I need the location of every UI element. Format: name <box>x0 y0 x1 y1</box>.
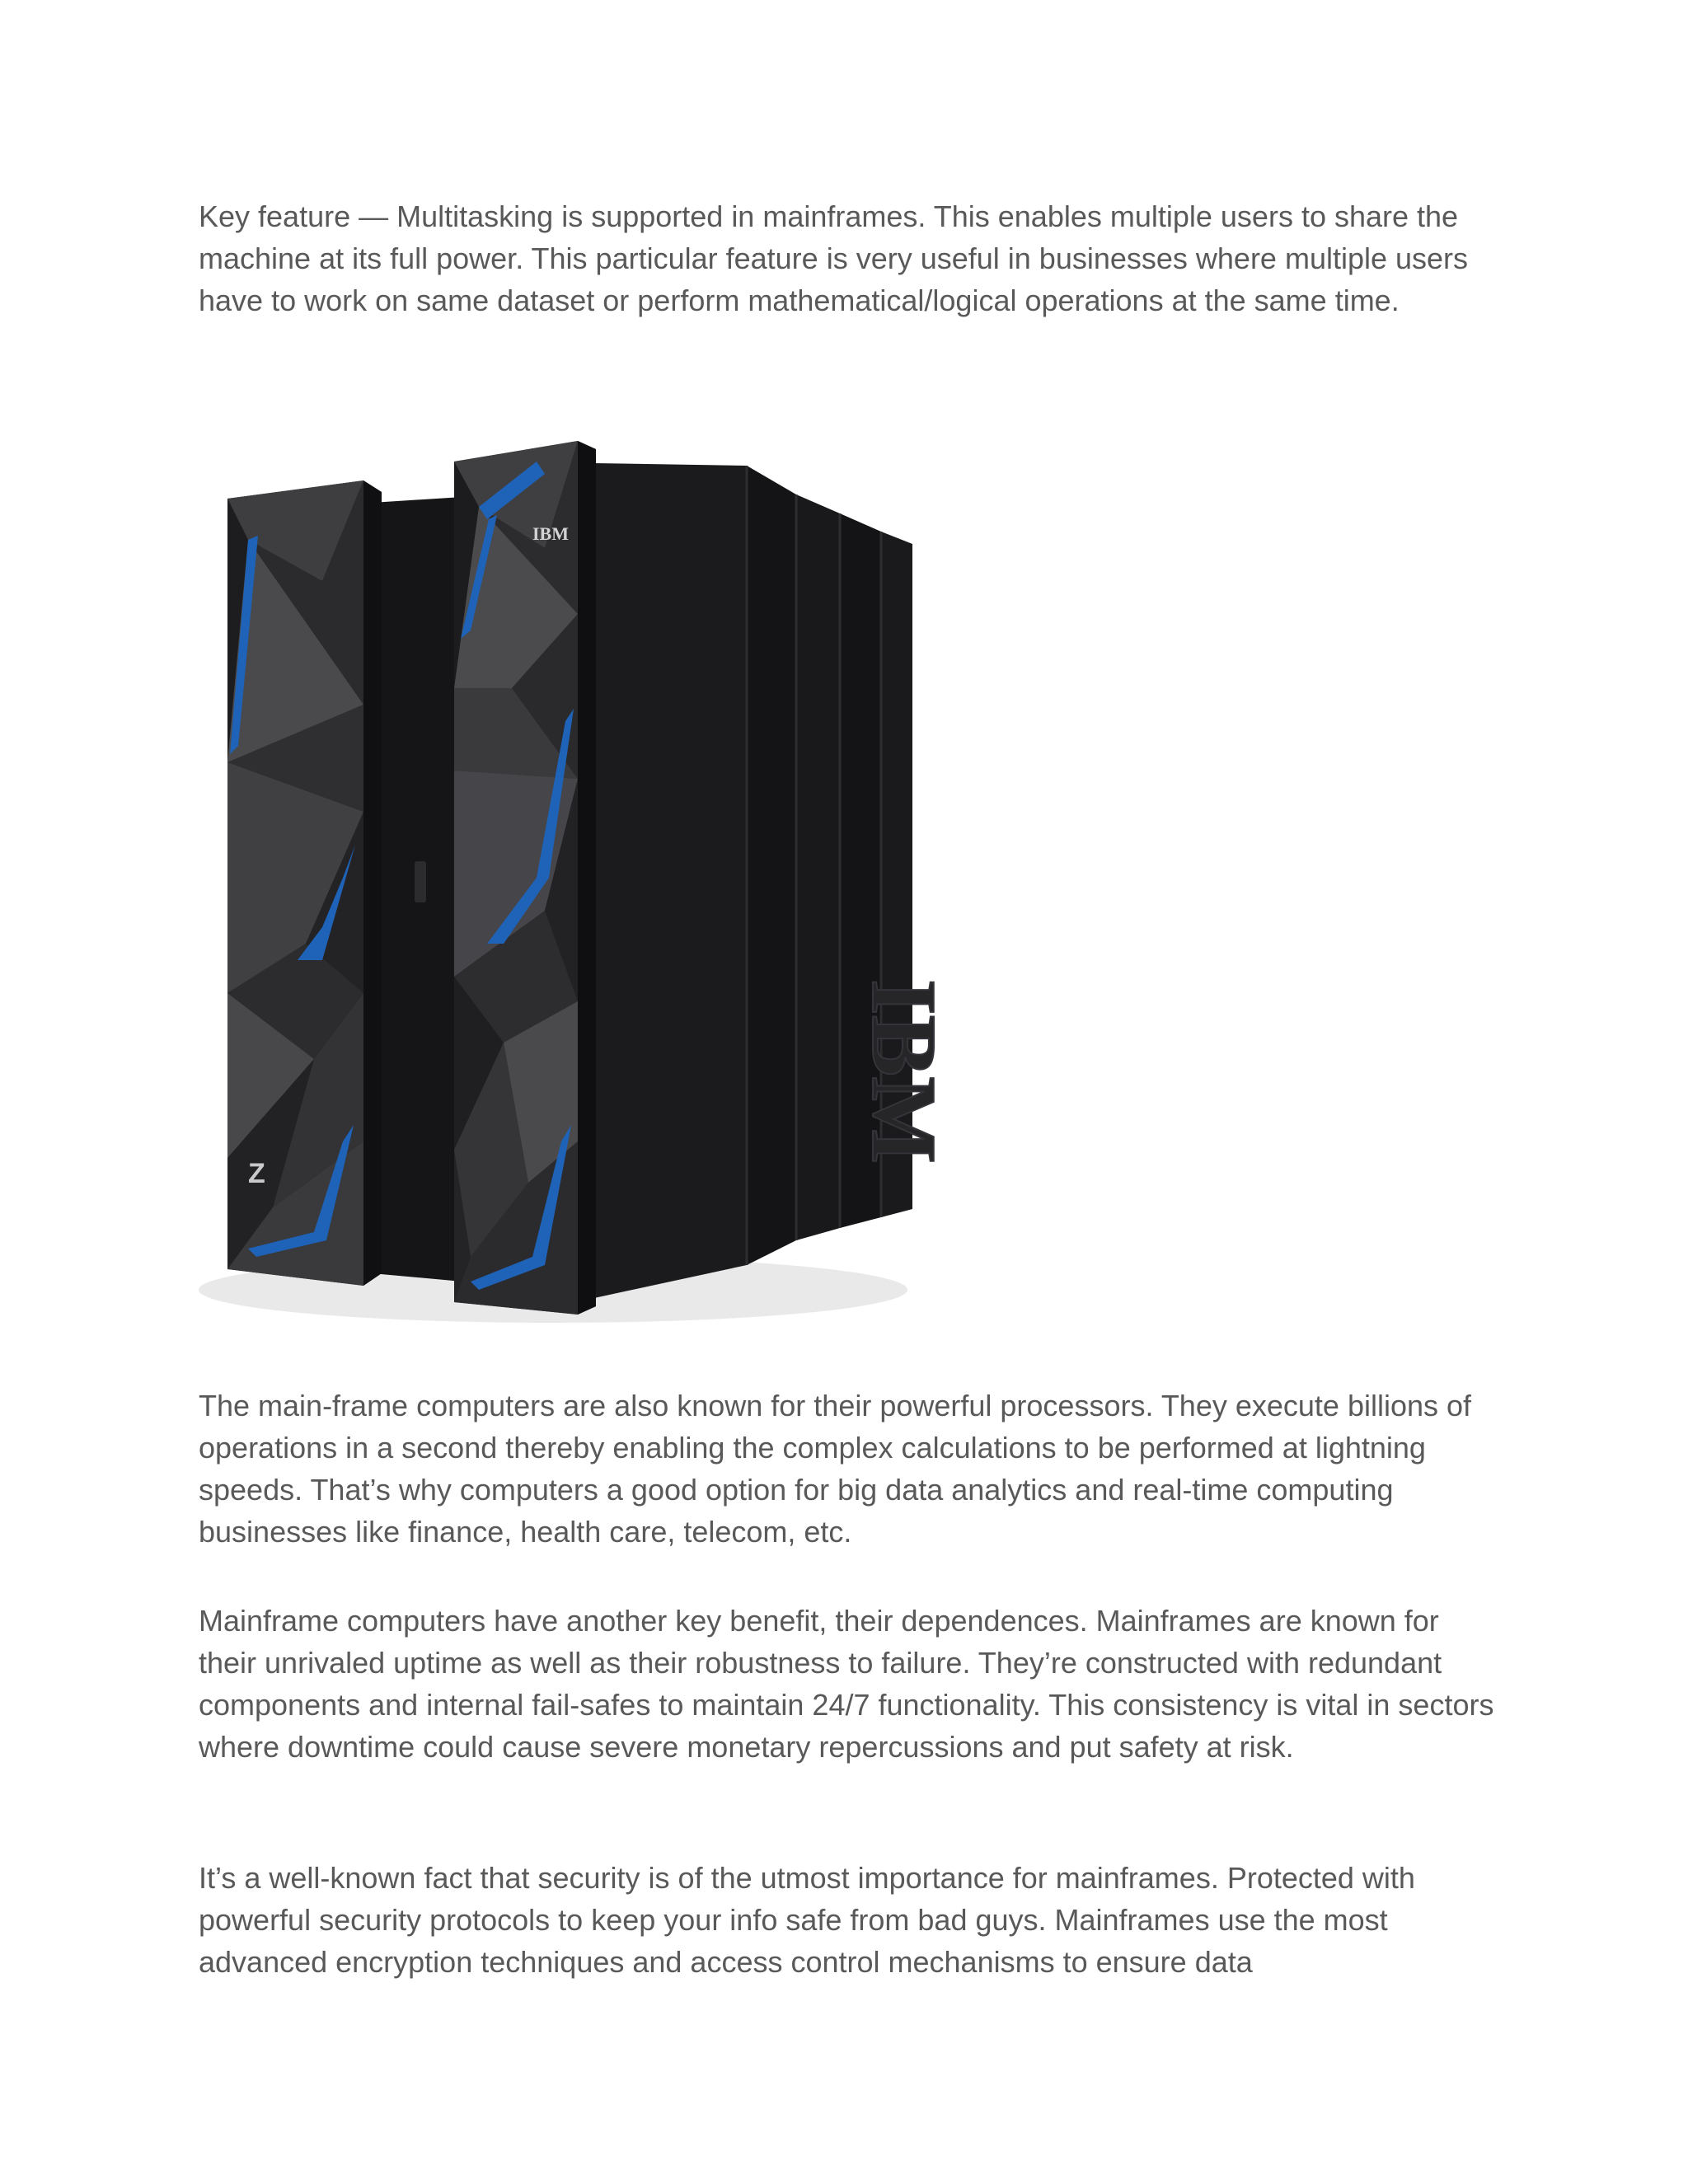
side-body <box>594 463 954 1298</box>
left-cabinet <box>227 480 382 1286</box>
front-logo: IBM <box>532 523 569 544</box>
paragraph-security: It’s a well-known fact that security is of the utmost importance for mainframes. Protected with powerful security protocols to keep your info safe from bad guys. Mainframes use the most advanced encryption techniques and access control mechanisms to ensure data <box>199 1861 1415 1979</box>
paragraph-processors: The main-frame computers are also known for their powerful processors. They execute billions of operations in a second thereby enabling the complex calculations to be performed at lightning speeds. That’s why computers a good option for big data analytics and real-time computing businesses like finance, health care, telecom, etc. <box>199 1389 1472 1549</box>
side-logo: IBM <box>852 979 954 1164</box>
z-badge: Z <box>248 1158 265 1189</box>
right-cabinet <box>454 441 596 1315</box>
mainframe-image <box>199 416 954 1343</box>
connector-handle <box>415 861 426 902</box>
paragraph-dependability: Mainframe computers have another key benefit, their dependences. Mainframes are known for their unrivaled uptime as well as their robustness to failure. They’re constructed with redundant components and internal fail-safes to maintain 24/7 functionality. This consistency is vital in sectors where downtime could cause severe monetary repercussions and put safety at risk. <box>199 1604 1494 1764</box>
paragraph-multitasking: Key feature — Multitasking is supported in mainframes. This enables multiple users to share the machine at its full power. This particular feature is very useful in businesses where multiple users have to work on same dataset or perform mathematical/logical operations at the same time. <box>199 199 1469 317</box>
